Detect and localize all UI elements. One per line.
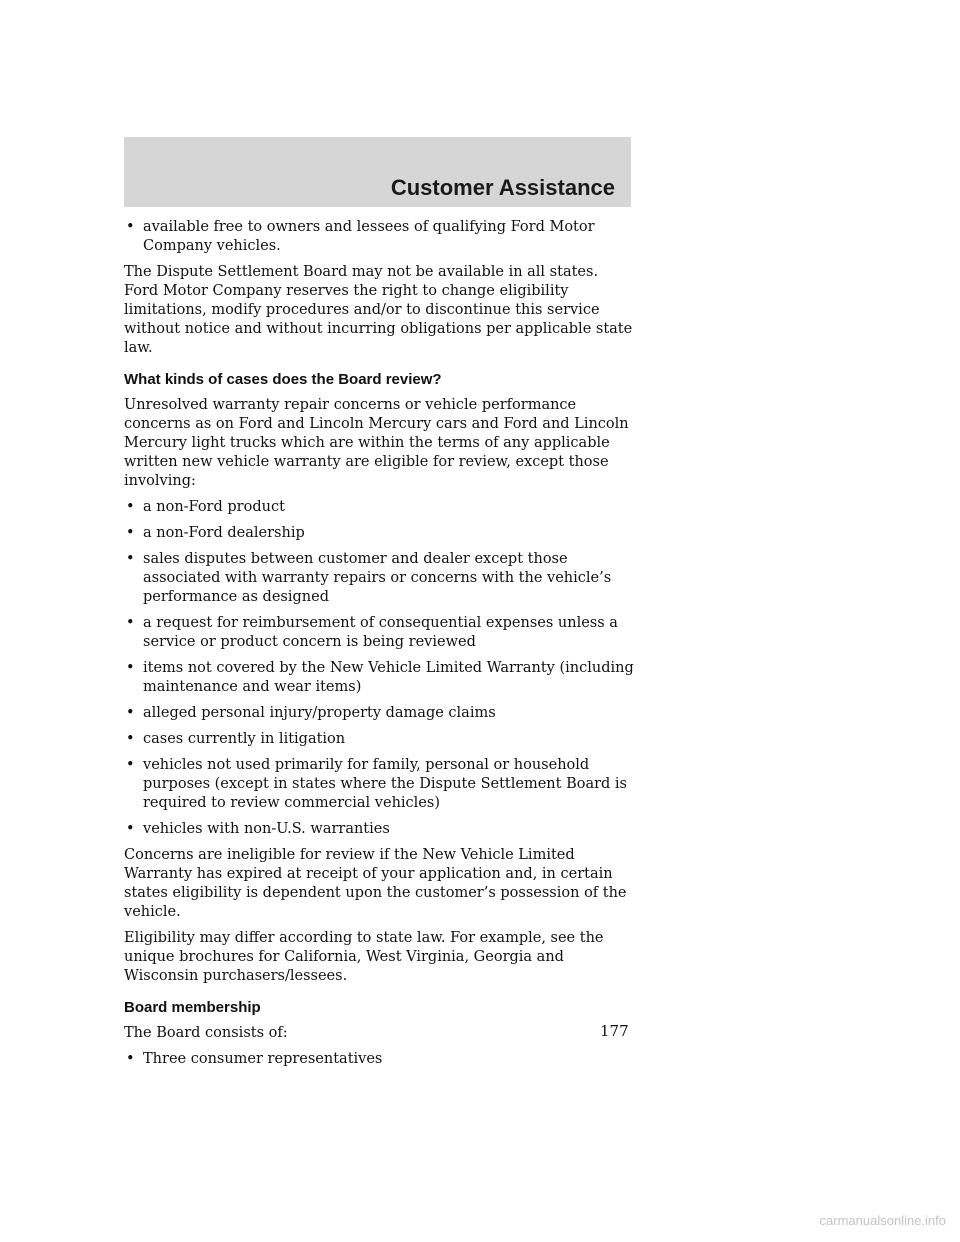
paragraph-state-law: Eligibility may differ according to state law. For example, see the unique brochures for California, West Virginia, Georgia and Wisconsin purchasers/lessees.: [124, 930, 604, 984]
paragraph-eligible-concerns: Unresolved warranty repair concerns or vehicle performance concerns as on Ford and Lincoln Mercury cars and Ford and Lincoln Mercury light trucks which are within the terms of any applicable written new vehicle warranty are eligible for review, except those involving:: [124, 397, 629, 489]
paragraph-board-consists: The Board consists of:: [124, 1025, 288, 1041]
paragraph-ineligible: Concerns are ineligible for review if the New Vehicle Limited Warranty has expired at receipt of your application and, in certain states eligibility is dependent upon the customer’s possession of the vehicle.: [124, 847, 627, 920]
watermark-text: carmanualsonline.info: [819, 1213, 946, 1228]
list-item: • a non-Ford dealership: [124, 524, 636, 543]
exclusions-list: [124, 498, 636, 839]
list-item: • a request for reimbursement of consequential expenses unless a service or product concern is being reviewed: [124, 614, 636, 652]
list-item: • vehicles not used primarily for family, personal or household purposes (except in states where the Dispute Settlement Board is required to review commercial vehicles): [124, 756, 636, 813]
list-item: • a non-Ford product: [124, 498, 636, 517]
heading-cases-reviewed: What kinds of cases does the Board review?: [124, 371, 442, 388]
section-title: Customer Assistance: [390, 175, 615, 200]
list-item: • alleged personal injury/property damage claims: [124, 704, 636, 723]
list-item: • vehicles with non-U.S. warranties: [124, 820, 636, 839]
list-item: • cases currently in litigation: [124, 730, 636, 749]
section-header-band: [124, 137, 631, 207]
list-item: • available free to owners and lessees of qualifying Ford Motor Company vehicles.: [124, 218, 636, 256]
membership-list: [124, 1050, 636, 1069]
page-number: 177: [600, 1022, 629, 1040]
list-item: • items not covered by the New Vehicle Limited Warranty (including maintenance and wear items): [124, 659, 636, 697]
heading-board-membership: Board membership: [124, 999, 261, 1016]
page-content: [124, 218, 636, 1076]
list-item: • Three consumer representatives: [124, 1050, 636, 1069]
list-item: • sales disputes between customer and dealer except those associated with warranty repairs or concerns with the vehicle’s performance as designed: [124, 550, 636, 607]
paragraph-availability: The Dispute Settlement Board may not be available in all states. Ford Motor Company reserves the right to change eligibility limitations, modify procedures and/or to discontinue this service without notice and without incurring obligations per applicable state law.: [124, 264, 633, 356]
